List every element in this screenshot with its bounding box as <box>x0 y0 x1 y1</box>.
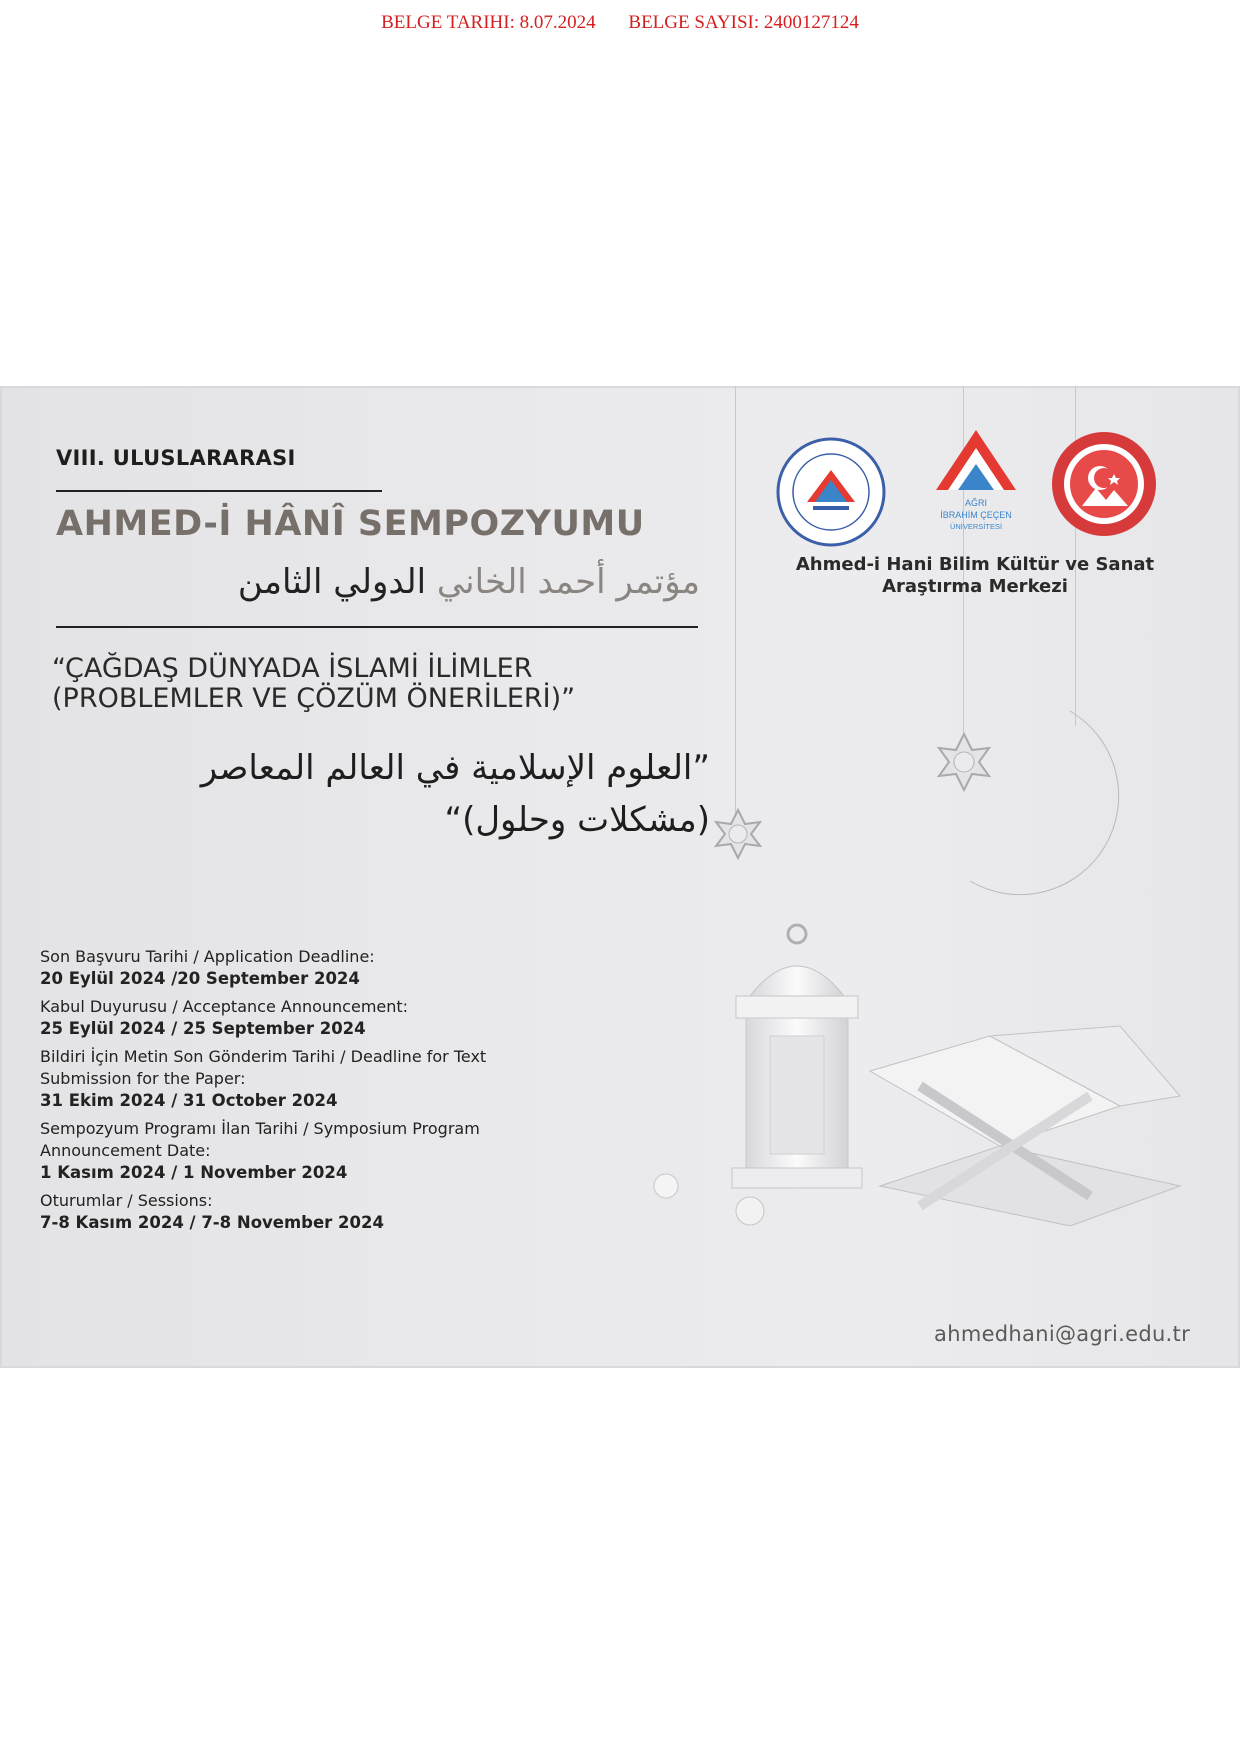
governorship-logo-icon <box>1050 430 1158 538</box>
research-center-name <box>790 554 1160 598</box>
arabic-title-light: مؤتمر أحمد الخاني <box>436 562 700 602</box>
date-label: Bildiri İçin Metin Son Gönderim Tarihi / Deadline for Text Submission for the Paper: <box>40 1047 487 1088</box>
star-ornament-icon <box>716 810 760 858</box>
theme-ar-line1: ”العلوم الإسلامية في العالم المعاصر <box>200 748 710 788</box>
svg-text:AĞRI: AĞRI <box>964 498 988 508</box>
arabic-title-bold: الدولي الثامن <box>237 562 427 602</box>
symposium-theme <box>52 654 752 714</box>
symposium-title: AHMED-İ HÂNÎ SEMPOZYUMU <box>56 504 645 544</box>
document-header <box>0 12 1240 34</box>
svg-text:ÜNİVERSİTESİ: ÜNİVERSİTESİ <box>949 522 1003 531</box>
star-ornament-icon <box>939 734 989 790</box>
svg-text:İBRAHİM ÇEÇEN: İBRAHİM ÇEÇEN <box>940 510 1012 520</box>
symposium-poster <box>0 386 1240 1368</box>
sphere-ornament-icon <box>654 1174 678 1198</box>
divider <box>56 626 698 628</box>
date-label: Son Başvuru Tarihi / Application Deadline: <box>40 947 375 966</box>
date-label: Sempozyum Programı İlan Tarihi / Symposium Program Announcement Date: <box>40 1119 480 1160</box>
lantern-icon <box>732 925 862 1188</box>
date-value: 31 Ekim 2024 / 31 October 2024 <box>40 1091 338 1110</box>
crescent-moon-icon <box>970 711 1119 895</box>
research-center-name-line2: Araştırma Merkezi <box>882 576 1068 597</box>
document-number: BELGE SAYISI: 2400127124 <box>628 12 859 33</box>
contact-email[interactable]: ahmedhani@agri.edu.tr <box>934 1322 1190 1346</box>
theme-line2: (PROBLEMLER VE ÇÖZÜM ÖNERİLERİ)” <box>52 683 576 714</box>
theme-line1: “ÇAĞDAŞ DÜNYADA İSLAMİ İLİMLER <box>52 653 533 684</box>
date-value: 1 Kasım 2024 / 1 November 2024 <box>40 1163 348 1182</box>
faculty-logo-icon <box>775 436 887 548</box>
symposium-kicker: VIII. ULUSLARARASI <box>56 446 296 470</box>
date-value: 20 Eylül 2024 /20 September 2024 <box>40 969 360 988</box>
date-item <box>40 1118 560 1184</box>
divider <box>56 490 382 492</box>
quran-stand-icon <box>870 1026 1180 1226</box>
date-item <box>40 1046 560 1112</box>
university-logo-icon <box>928 428 1024 538</box>
symposium-theme-arabic <box>150 742 710 846</box>
date-label: Kabul Duyurusu / Acceptance Announcement: <box>40 997 409 1016</box>
theme-ar-line2: (مشكلات وحلول)“ <box>444 800 710 840</box>
important-dates <box>40 946 560 1240</box>
ramadan-illustration <box>620 666 1240 1226</box>
date-value: 7-8 Kasım 2024 / 7-8 November 2024 <box>40 1213 384 1232</box>
date-label: Oturumlar / Sessions: <box>40 1191 213 1210</box>
document-date: BELGE TARIHI: 8.07.2024 <box>381 12 596 33</box>
date-item <box>40 946 560 990</box>
symposium-title-arabic <box>200 562 700 602</box>
date-value: 25 Eylül 2024 / 25 September 2024 <box>40 1019 366 1038</box>
research-center-name-line1: Ahmed-i Hani Bilim Kültür ve Sanat <box>795 554 1155 575</box>
date-item <box>40 996 560 1040</box>
date-item <box>40 1190 560 1234</box>
sphere-ornament-icon <box>736 1197 764 1225</box>
